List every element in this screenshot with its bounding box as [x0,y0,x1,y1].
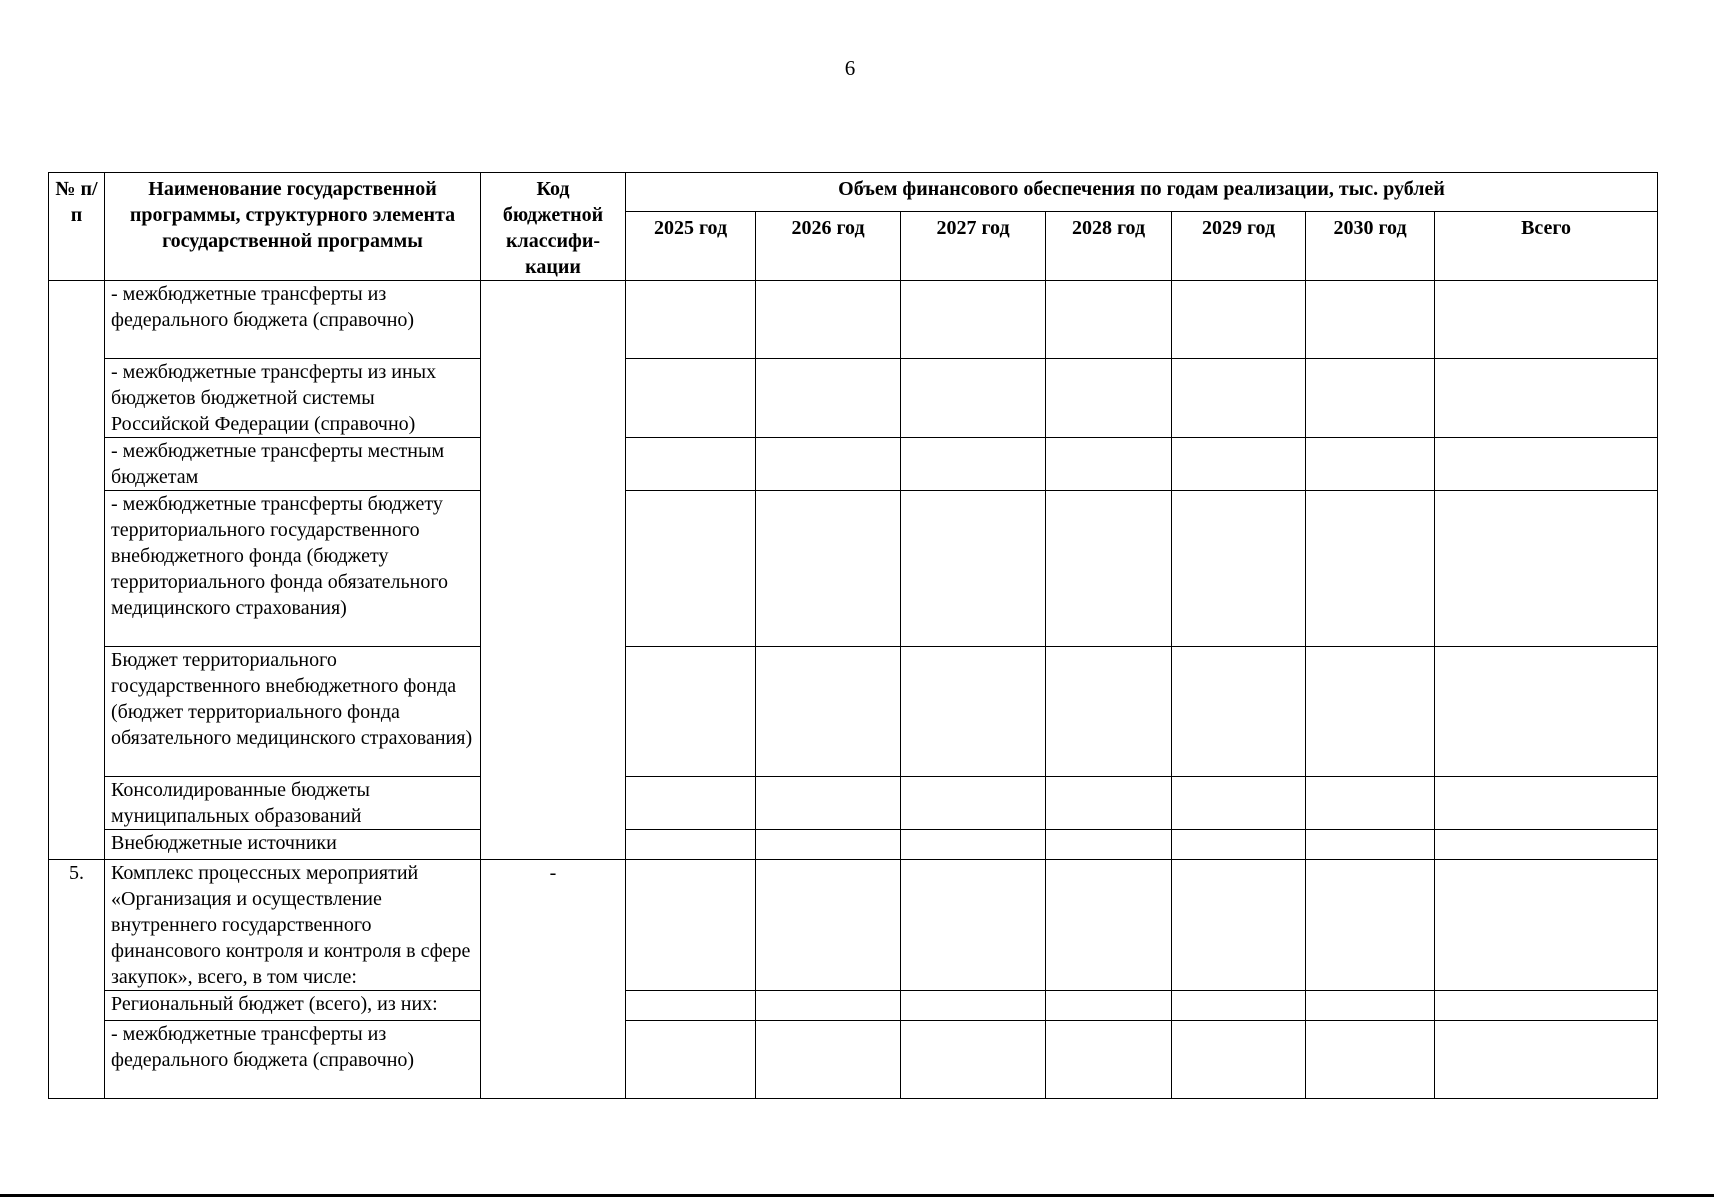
value-cell [1172,860,1306,991]
value-cell [1046,777,1172,830]
table-row [49,359,1658,438]
value-cell [626,491,756,647]
value-cell [756,491,901,647]
table-row [49,1021,1658,1099]
value-cell [1172,281,1306,359]
value-cell [901,647,1046,777]
value-cell [1306,438,1435,491]
value-cell [626,1021,756,1099]
value-cell [756,359,901,438]
value-cell [1435,991,1658,1021]
value-cell [901,830,1046,860]
value-cell [756,438,901,491]
row-name: - межбюджетные трансферты бюджету территориального государственного внебюджетного фонда (бюджету территориального фонда обязательного медицинского страхования) [105,491,481,647]
table-row [49,860,1658,991]
table-row [49,647,1658,777]
value-cell [901,359,1046,438]
row-name: Консолидированные бюджеты муниципальных образований [105,777,481,830]
value-cell [1172,491,1306,647]
value-cell [901,860,1046,991]
bottom-edge-rule [0,1194,1714,1197]
value-cell [1046,1021,1172,1099]
row-num: 5. [49,860,105,1099]
financing-table [48,172,1658,1099]
value-cell [1435,830,1658,860]
value-cell [1172,1021,1306,1099]
value-cell [901,281,1046,359]
value-cell [756,860,901,991]
value-cell [626,281,756,359]
value-cell [1046,830,1172,860]
row-code-empty [481,281,626,860]
header-num: № п/п [49,173,105,281]
header-year-2027: 2027 год [901,211,1046,280]
header-year-2025: 2025 год [626,211,756,280]
value-cell [1172,647,1306,777]
value-cell [901,777,1046,830]
value-cell [1306,281,1435,359]
row-name: - межбюджетные трансферты из федерального бюджета (справочно) [105,1021,481,1099]
value-cell [756,647,901,777]
value-cell [901,438,1046,491]
table-row [49,777,1658,830]
row-name: Бюджет территориального государственного внебюджетного фонда (бюджет территориального фонда обязательного медицинского страхования) [105,647,481,777]
value-cell [1435,359,1658,438]
table-row [49,438,1658,491]
value-cell [756,1021,901,1099]
row-name: Региональный бюджет (всего), из них: [105,991,481,1021]
header-year-2029: 2029 год [1172,211,1306,280]
value-cell [1046,860,1172,991]
value-cell [1046,491,1172,647]
value-cell [756,830,901,860]
row-code: - [481,860,626,1099]
value-cell [756,991,901,1021]
value-cell [1306,647,1435,777]
value-cell [1172,359,1306,438]
row-name: - межбюджетные трансферты из федерального бюджета (справочно) [105,281,481,359]
header-total: Всего [1435,211,1658,280]
value-cell [1435,860,1658,991]
header-volume: Объем финансового обеспечения по годам реализации, тыс. рублей [626,173,1658,212]
value-cell [1172,777,1306,830]
value-cell [1306,1021,1435,1099]
value-cell [626,860,756,991]
value-cell [1435,438,1658,491]
table-row [49,491,1658,647]
header-year-2028: 2028 год [1046,211,1172,280]
value-cell [1435,281,1658,359]
value-cell [626,991,756,1021]
header-year-2030: 2030 год [1306,211,1435,280]
value-cell [1306,777,1435,830]
value-cell [901,491,1046,647]
value-cell [1046,991,1172,1021]
header-code: Код бюджетной классифи-кации [481,173,626,281]
value-cell [1046,359,1172,438]
value-cell [1435,647,1658,777]
value-cell [1046,281,1172,359]
value-cell [1172,438,1306,491]
row-num-empty [49,281,105,860]
header-name: Наименование государственной программы, структурного элемента государственной программы [105,173,481,281]
table-row [49,281,1658,359]
value-cell [756,281,901,359]
value-cell [1435,777,1658,830]
value-cell [1172,991,1306,1021]
value-cell [1306,359,1435,438]
value-cell [1435,1021,1658,1099]
value-cell [756,777,901,830]
page-number: 6 [844,56,856,80]
row-name: Внебюджетные источники [105,830,481,860]
value-cell [1306,860,1435,991]
value-cell [626,647,756,777]
table-row [49,830,1658,860]
value-cell [1046,647,1172,777]
header-year-2026: 2026 год [756,211,901,280]
row-name: - межбюджетные трансферты местным бюджетам [105,438,481,491]
value-cell [626,438,756,491]
value-cell [626,359,756,438]
value-cell [1306,491,1435,647]
value-cell [1306,991,1435,1021]
value-cell [1435,491,1658,647]
value-cell [901,991,1046,1021]
value-cell [1046,438,1172,491]
value-cell [626,777,756,830]
value-cell [1306,830,1435,860]
value-cell [1172,830,1306,860]
table-row [49,991,1658,1021]
row-name: - межбюджетные трансферты из иных бюджетов бюджетной системы Российской Федерации (справочно) [105,359,481,438]
row-name: Комплекс процессных мероприятий «Организация и осуществление внутреннего государственного финансового контроля и контроля в сфере закупок», всего, в том числе: [105,860,481,991]
value-cell [901,1021,1046,1099]
value-cell [626,830,756,860]
